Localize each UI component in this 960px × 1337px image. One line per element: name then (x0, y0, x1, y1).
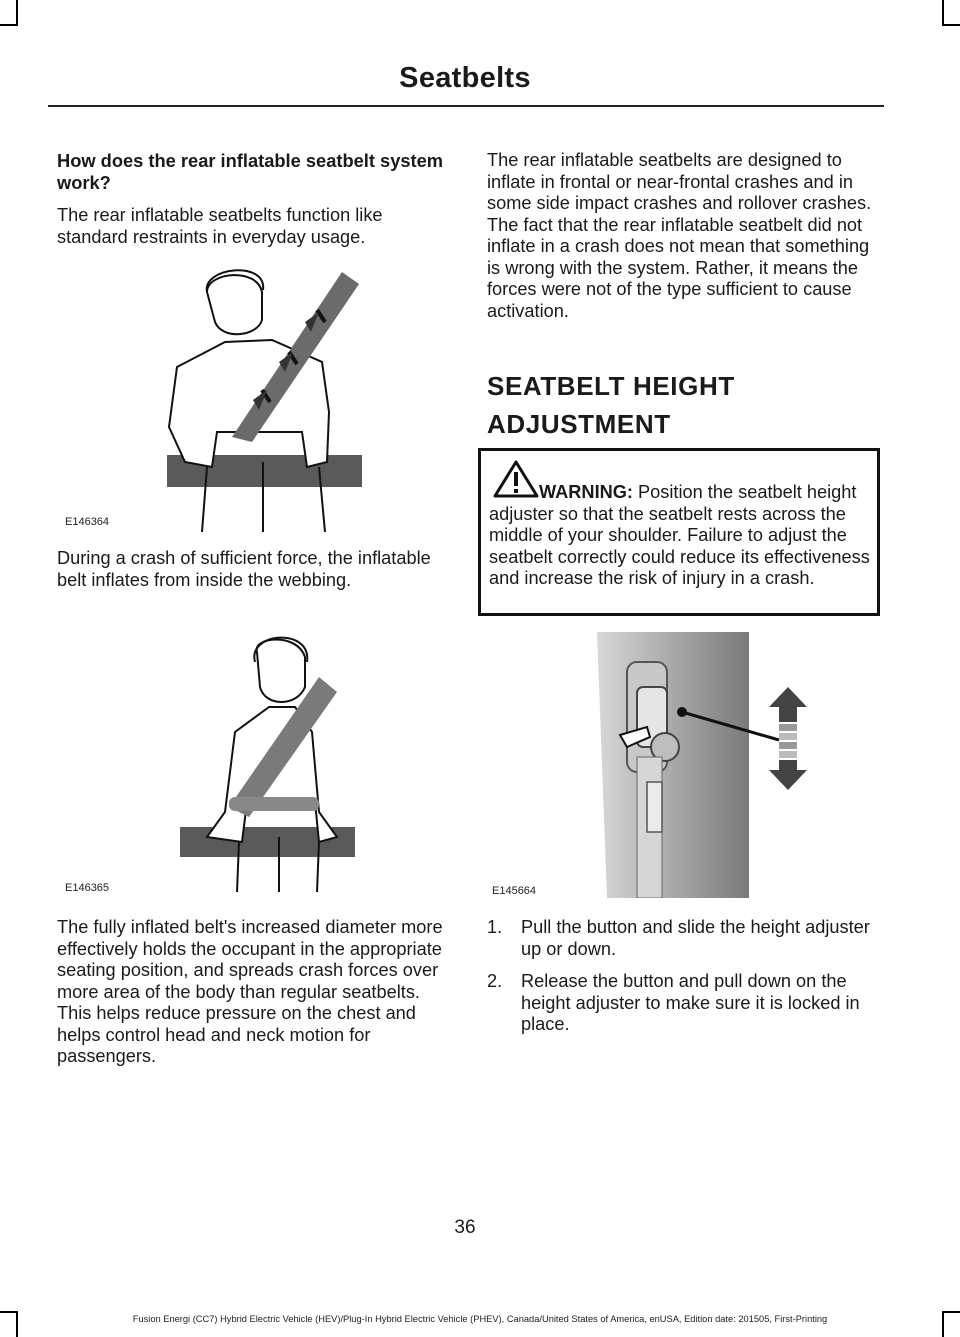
step-text: Release the button and pull down on the height adjuster to make sure it is locked in place. (521, 971, 860, 1034)
question-heading: How does the rear inflatable seatbelt system work? (57, 150, 444, 193)
figure-child-seatbelt-normal (57, 262, 449, 534)
height-adjuster-illustration (487, 632, 883, 898)
intro-paragraph: The rear inflatable seatbelts function like standard restraints in everyday usage. (57, 205, 383, 247)
section-heading-line2: ADJUSTMENT (487, 409, 671, 439)
crop-mark (0, 24, 18, 26)
step-number: 1. (487, 917, 503, 937)
step-number: 2. (487, 971, 503, 991)
steps-block (487, 917, 883, 1047)
left-intro (57, 150, 449, 248)
crop-mark (0, 1311, 18, 1313)
child-seatbelt-inflated-illustration (57, 632, 449, 894)
header-rule (48, 105, 884, 107)
child-seatbelt-normal-illustration (57, 262, 449, 534)
warning-label: WARNING: (539, 482, 633, 502)
list-item (487, 971, 883, 1036)
section-heading-line1: SEATBELT HEIGHT (487, 371, 735, 401)
crop-mark (942, 0, 944, 26)
page-number: 36 (454, 1217, 476, 1238)
warning-box (478, 448, 880, 616)
crop-mark (16, 0, 18, 26)
page-title: Seatbelts (399, 62, 531, 94)
list-item (487, 917, 883, 960)
step-text: Pull the button and slide the height adjuster up or down. (521, 917, 870, 959)
warning-text: Position the seatbelt height adjuster so that the seatbelt rests across the middle of your shoulder. Failure to adjust the seatbelt correctly could reduce its effectiveness and increase the risk of injury in a crash. (489, 482, 870, 588)
crop-mark (16, 1311, 18, 1337)
figure-code: E146364 (65, 516, 110, 528)
crop-mark (942, 1311, 960, 1313)
crop-mark (942, 1311, 944, 1337)
crash-paragraph: During a crash of sufficient force, the inflatable belt inflates from inside the webbing. (57, 548, 431, 590)
footer-text: Fusion Energi (CC7) Hybrid Electric Vehicle (HEV)/Plug-In Hybrid Electric Vehicle (PHEV), Canada/United States of America, enUSA, Edition date: 201505, First-Printing (132, 1314, 828, 1324)
benefit-paragraph: The fully inflated belt's increased diameter more effectively holds the occupant in the appropriate seating position, and spreads crash forces over more area of the body than regular seatbelts. This helps reduce pressure on the chest and helps control head and neck motion for passengers. (57, 917, 443, 1066)
figure-child-seatbelt-inflated (57, 632, 449, 894)
figure-code: E145664 (492, 885, 537, 897)
figure-code: E146365 (65, 882, 110, 894)
section-heading-block (487, 367, 883, 443)
design-paragraph: The rear inflatable seatbelts are designed to inflate in frontal or near-frontal crashes and in some side impact crashes and rollover crashes. The fact that the rear inflatable seatbelt did not inflate in a crash does not mean that something is wrong with the system. Rather, it means the forces were not of the type sufficient to cause activation. (487, 150, 872, 321)
warning-triangle-icon (493, 459, 539, 505)
crop-mark (942, 24, 960, 26)
steps-list (487, 917, 883, 1036)
figure-height-adjuster (487, 632, 883, 898)
